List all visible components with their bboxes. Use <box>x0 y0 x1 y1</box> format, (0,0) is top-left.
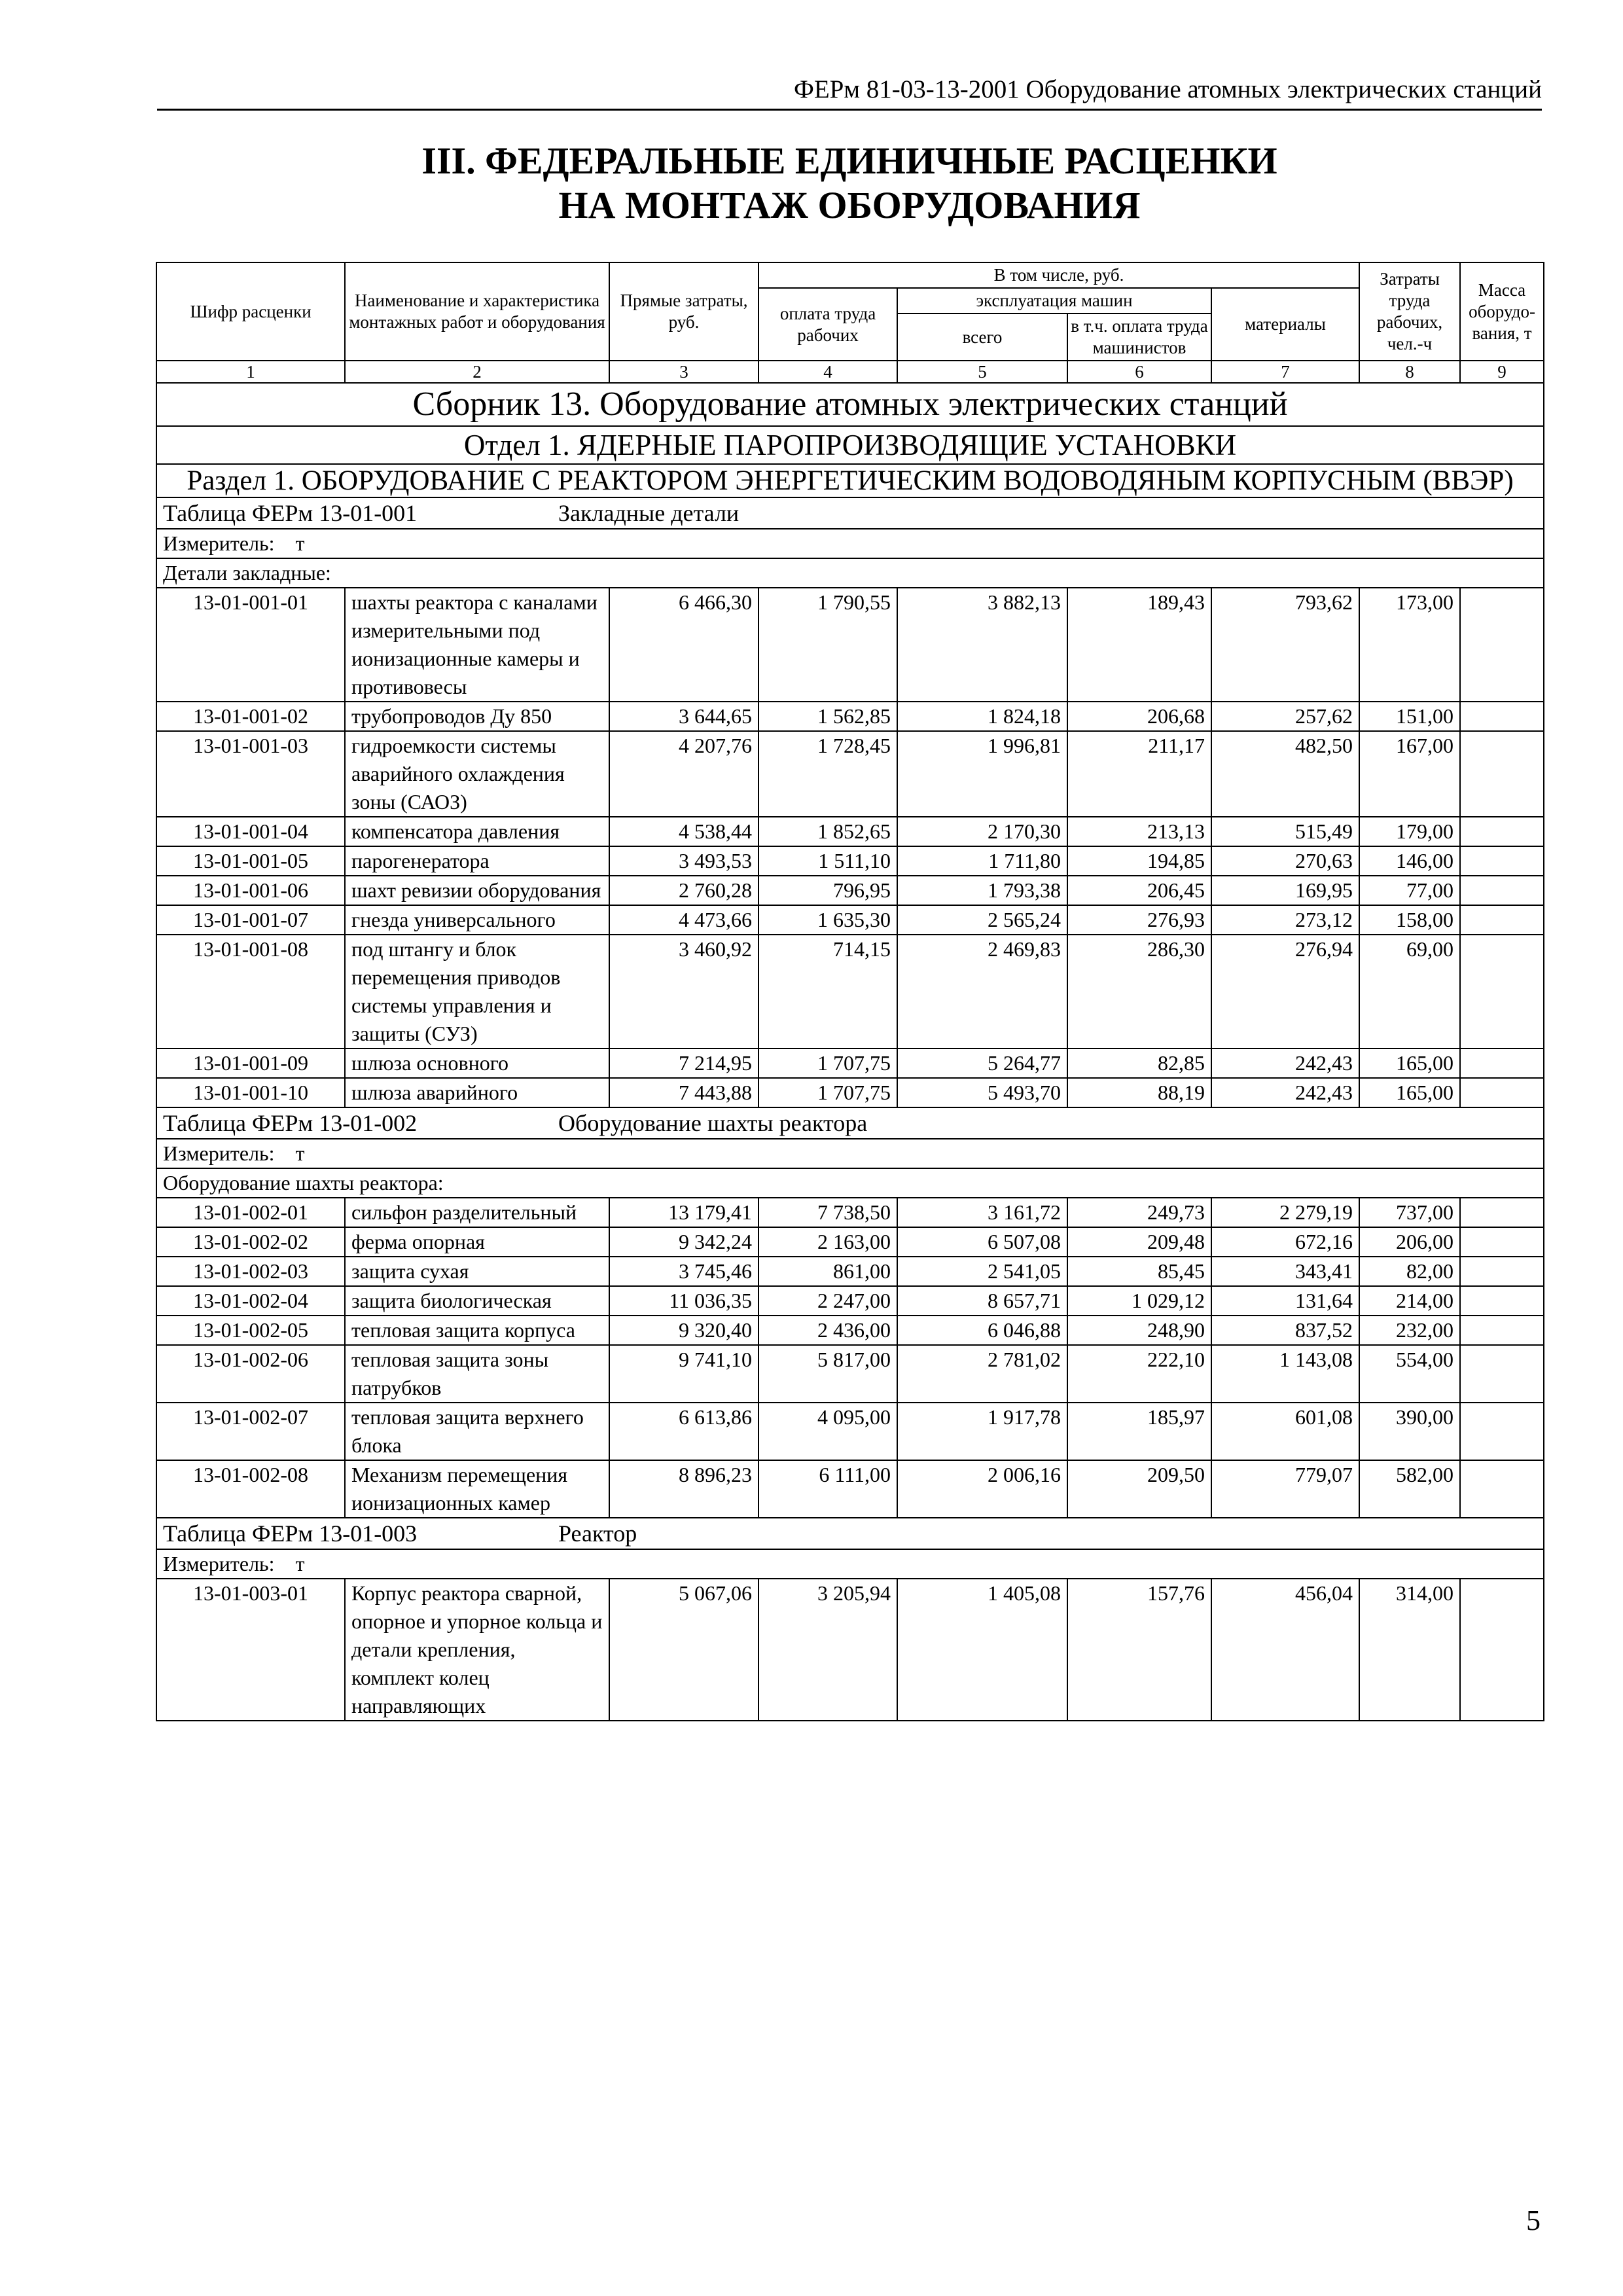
wages: 2 247,00 <box>758 1286 897 1316</box>
table-body <box>156 383 1544 1721</box>
equipment-mass <box>1460 1345 1544 1403</box>
table-row <box>156 876 1544 905</box>
materials: 242,43 <box>1211 1078 1359 1107</box>
labor-costs: 167,00 <box>1359 731 1460 817</box>
table-row <box>156 1198 1544 1227</box>
equipment-mass <box>1460 846 1544 876</box>
equipment-mass <box>1460 1316 1544 1345</box>
direct-costs: 5 067,06 <box>609 1579 758 1721</box>
materials: 515,49 <box>1211 817 1359 846</box>
work-name: шахты реактора с каналами измерительными под ионизационные камеры и противовесы <box>345 588 609 702</box>
group-row <box>156 1168 1544 1198</box>
materials: 601,08 <box>1211 1403 1359 1460</box>
col-num: 1 <box>156 361 345 383</box>
machinist-wages: 157,76 <box>1067 1579 1211 1721</box>
wages: 1 707,75 <box>758 1049 897 1078</box>
page-title-line-2: НА МОНТАЖ ОБОРУДОВАНИЯ <box>558 184 1141 226</box>
machines-total: 1 793,38 <box>897 876 1067 905</box>
equipment-mass <box>1460 1198 1544 1227</box>
labor-costs: 77,00 <box>1359 876 1460 905</box>
work-name: тепловая защита зоны патрубков <box>345 1345 609 1403</box>
table-title: Оборудование шахты реактора <box>558 1110 868 1136</box>
direct-costs: 6 466,30 <box>609 588 758 702</box>
table-title-cell <box>156 1107 1544 1139</box>
table-title-row <box>156 497 1544 529</box>
rate-code: 13-01-002-03 <box>156 1257 345 1286</box>
work-name: шлюза аварийного <box>345 1078 609 1107</box>
rate-code: 13-01-003-01 <box>156 1579 345 1721</box>
department-row <box>156 426 1544 464</box>
materials: 793,62 <box>1211 588 1359 702</box>
collection-row <box>156 383 1544 426</box>
work-name: шлюза основного <box>345 1049 609 1078</box>
labor-costs: 554,00 <box>1359 1345 1460 1403</box>
labor-costs: 165,00 <box>1359 1078 1460 1107</box>
work-name: под штангу и блок перемещения приводов системы управления и защиты (СУЗ) <box>345 935 609 1049</box>
rate-code: 13-01-002-02 <box>156 1227 345 1257</box>
wages: 1 635,30 <box>758 905 897 935</box>
materials: 482,50 <box>1211 731 1359 817</box>
machines-total: 5 264,77 <box>897 1049 1067 1078</box>
rate-code: 13-01-002-07 <box>156 1403 345 1460</box>
equipment-mass <box>1460 1460 1544 1518</box>
work-name: защита биологическая <box>345 1286 609 1316</box>
wages: 3 205,94 <box>758 1579 897 1721</box>
table-row <box>156 1403 1544 1460</box>
direct-costs: 3 460,92 <box>609 935 758 1049</box>
direct-costs: 7 443,88 <box>609 1078 758 1107</box>
machines-total: 2 781,02 <box>897 1345 1067 1403</box>
machines-total: 3 161,72 <box>897 1198 1067 1227</box>
table-row <box>156 1257 1544 1286</box>
machinist-wages: 209,48 <box>1067 1227 1211 1257</box>
running-header-text: ФЕРм 81-03-13-2001 Оборудование атомных электрических станций <box>794 75 1542 103</box>
materials: 257,62 <box>1211 702 1359 731</box>
rate-code: 13-01-001-05 <box>156 846 345 876</box>
col-num: 8 <box>1359 361 1460 383</box>
equipment-mass <box>1460 1286 1544 1316</box>
equipment-mass <box>1460 702 1544 731</box>
col-num: 5 <box>897 361 1067 383</box>
meter-text: Измеритель: т <box>156 529 1544 558</box>
machines-total: 2 541,05 <box>897 1257 1067 1286</box>
machines-total: 3 882,13 <box>897 588 1067 702</box>
page-number: 5 <box>1526 2204 1541 2236</box>
equipment-mass <box>1460 731 1544 817</box>
collection-title: Сборник 13. Оборудование атомных электрических станций <box>156 383 1544 426</box>
machines-total: 6 046,88 <box>897 1316 1067 1345</box>
table-title-row <box>156 1107 1544 1139</box>
labor-costs: 82,00 <box>1359 1257 1460 1286</box>
direct-costs: 9 342,24 <box>609 1227 758 1257</box>
machinist-wages: 276,93 <box>1067 905 1211 935</box>
col-num: 6 <box>1067 361 1211 383</box>
machinist-wages: 213,13 <box>1067 817 1211 846</box>
materials: 2 279,19 <box>1211 1198 1359 1227</box>
machines-total: 1 824,18 <box>897 702 1067 731</box>
table-row <box>156 1227 1544 1257</box>
table-code: Таблица ФЕРм 13-01-003 <box>163 1520 418 1547</box>
equipment-mass <box>1460 1403 1544 1460</box>
machines-total: 1 405,08 <box>897 1579 1067 1721</box>
direct-costs: 3 745,46 <box>609 1257 758 1286</box>
work-name: шахт ревизии оборудования <box>345 876 609 905</box>
equipment-mass <box>1460 1227 1544 1257</box>
direct-costs: 4 473,66 <box>609 905 758 935</box>
rate-code: 13-01-002-05 <box>156 1316 345 1345</box>
table-title-cell <box>156 1518 1544 1549</box>
equipment-mass <box>1460 905 1544 935</box>
materials: 169,95 <box>1211 876 1359 905</box>
machines-total: 1 996,81 <box>897 731 1067 817</box>
table-title: Реактор <box>558 1520 637 1547</box>
table-row <box>156 1049 1544 1078</box>
materials: 779,07 <box>1211 1460 1359 1518</box>
labor-costs: 206,00 <box>1359 1227 1460 1257</box>
materials: 270,63 <box>1211 846 1359 876</box>
header-machinist-wages: в т.ч. оплата труда машинистов <box>1067 314 1211 361</box>
labor-costs: 314,00 <box>1359 1579 1460 1721</box>
work-name: сильфон разделительный <box>345 1198 609 1227</box>
header-code: Шифр расценки <box>156 262 345 361</box>
rate-code: 13-01-001-02 <box>156 702 345 731</box>
meter-row <box>156 1139 1544 1168</box>
labor-costs: 582,00 <box>1359 1460 1460 1518</box>
header-direct-costs: Прямые затраты, руб. <box>609 262 758 361</box>
labor-costs: 151,00 <box>1359 702 1460 731</box>
work-name: Корпус реактора сварной, опорное и упорное кольца и детали крепления, комплект колец направляющих <box>345 1579 609 1721</box>
wages: 2 163,00 <box>758 1227 897 1257</box>
meter-row <box>156 1549 1544 1579</box>
materials: 131,64 <box>1211 1286 1359 1316</box>
labor-costs: 146,00 <box>1359 846 1460 876</box>
column-numbers-row <box>156 361 1544 383</box>
rate-code: 13-01-001-07 <box>156 905 345 935</box>
rate-code: 13-01-001-10 <box>156 1078 345 1107</box>
col-num: 3 <box>609 361 758 383</box>
equipment-mass <box>1460 935 1544 1049</box>
rate-code: 13-01-002-01 <box>156 1198 345 1227</box>
rate-code: 13-01-001-04 <box>156 817 345 846</box>
labor-costs: 173,00 <box>1359 588 1460 702</box>
machinist-wages: 1 029,12 <box>1067 1286 1211 1316</box>
direct-costs: 3 493,53 <box>609 846 758 876</box>
machinist-wages: 249,73 <box>1067 1198 1211 1227</box>
table-title-cell <box>156 497 1544 529</box>
table-code: Таблица ФЕРм 13-01-001 <box>163 500 418 526</box>
wages: 714,15 <box>758 935 897 1049</box>
header-mass: Масса оборудо-вания, т <box>1460 262 1544 361</box>
work-name: компенсатора давления <box>345 817 609 846</box>
table-row <box>156 1078 1544 1107</box>
machinist-wages: 82,85 <box>1067 1049 1211 1078</box>
table-row <box>156 588 1544 702</box>
machinist-wages: 189,43 <box>1067 588 1211 702</box>
direct-costs: 4 538,44 <box>609 817 758 846</box>
rate-code: 13-01-001-06 <box>156 876 345 905</box>
table-title: Закладные детали <box>558 500 740 526</box>
materials: 1 143,08 <box>1211 1345 1359 1403</box>
table-row <box>156 731 1544 817</box>
meter-text: Измеритель: т <box>156 1549 1544 1579</box>
materials: 837,52 <box>1211 1316 1359 1345</box>
wages: 2 436,00 <box>758 1316 897 1345</box>
table-row <box>156 935 1544 1049</box>
direct-costs: 8 896,23 <box>609 1460 758 1518</box>
direct-costs: 4 207,76 <box>609 731 758 817</box>
wages: 1 852,65 <box>758 817 897 846</box>
equipment-mass <box>1460 1078 1544 1107</box>
wages: 4 095,00 <box>758 1403 897 1460</box>
labor-costs: 737,00 <box>1359 1198 1460 1227</box>
machines-total: 8 657,71 <box>897 1286 1067 1316</box>
machinist-wages: 211,17 <box>1067 731 1211 817</box>
wages: 7 738,50 <box>758 1198 897 1227</box>
machinist-wages: 88,19 <box>1067 1078 1211 1107</box>
wages: 1 511,10 <box>758 846 897 876</box>
direct-costs: 9 320,40 <box>609 1316 758 1345</box>
machinist-wages: 248,90 <box>1067 1316 1211 1345</box>
labor-costs: 69,00 <box>1359 935 1460 1049</box>
col-num: 9 <box>1460 361 1544 383</box>
meter-text: Измеритель: т <box>156 1139 1544 1168</box>
equipment-mass <box>1460 1049 1544 1078</box>
rate-code: 13-01-002-04 <box>156 1286 345 1316</box>
equipment-mass <box>1460 1257 1544 1286</box>
rate-code: 13-01-001-01 <box>156 588 345 702</box>
rate-code: 13-01-001-08 <box>156 935 345 1049</box>
work-name: защита сухая <box>345 1257 609 1286</box>
materials: 456,04 <box>1211 1579 1359 1721</box>
labor-costs: 232,00 <box>1359 1316 1460 1345</box>
wages: 1 790,55 <box>758 588 897 702</box>
table-row <box>156 1286 1544 1316</box>
machines-total: 2 170,30 <box>897 817 1067 846</box>
labor-costs: 158,00 <box>1359 905 1460 935</box>
machines-total: 2 006,16 <box>897 1460 1067 1518</box>
wages: 6 111,00 <box>758 1460 897 1518</box>
group-text: Детали закладные: <box>156 558 1544 588</box>
section-row <box>156 464 1544 497</box>
machines-total: 1 711,80 <box>897 846 1067 876</box>
table-row <box>156 1345 1544 1403</box>
table-title-row <box>156 1518 1544 1549</box>
rate-code: 13-01-002-08 <box>156 1460 345 1518</box>
work-name: парогенератора <box>345 846 609 876</box>
direct-costs: 9 741,10 <box>609 1345 758 1403</box>
page-title-line-1: III. ФЕДЕРАЛЬНЫЕ ЕДИНИЧНЫЕ РАСЦЕНКИ <box>421 139 1277 182</box>
rate-code: 13-01-002-06 <box>156 1345 345 1403</box>
table-code: Таблица ФЕРм 13-01-002 <box>163 1110 418 1136</box>
direct-costs: 13 179,41 <box>609 1198 758 1227</box>
materials: 273,12 <box>1211 905 1359 935</box>
col-num: 2 <box>345 361 609 383</box>
wages: 1 707,75 <box>758 1078 897 1107</box>
meter-row <box>156 529 1544 558</box>
table-row <box>156 846 1544 876</box>
direct-costs: 6 613,86 <box>609 1403 758 1460</box>
col-num: 4 <box>758 361 897 383</box>
materials: 343,41 <box>1211 1257 1359 1286</box>
table-row <box>156 1316 1544 1345</box>
header-labor: Затраты труда рабочих, чел.-ч <box>1359 262 1460 361</box>
direct-costs: 2 760,28 <box>609 876 758 905</box>
wages: 796,95 <box>758 876 897 905</box>
direct-costs: 3 644,65 <box>609 702 758 731</box>
running-header <box>157 73 1542 111</box>
wages: 1 728,45 <box>758 731 897 817</box>
table-row <box>156 702 1544 731</box>
labor-costs: 390,00 <box>1359 1403 1460 1460</box>
machinist-wages: 222,10 <box>1067 1345 1211 1403</box>
machinist-wages: 85,45 <box>1067 1257 1211 1286</box>
machinist-wages: 286,30 <box>1067 935 1211 1049</box>
rate-code: 13-01-001-03 <box>156 731 345 817</box>
table-row <box>156 1579 1544 1721</box>
col-num: 7 <box>1211 361 1359 383</box>
direct-costs: 11 036,35 <box>609 1286 758 1316</box>
machines-total: 2 469,83 <box>897 935 1067 1049</box>
labor-costs: 179,00 <box>1359 817 1460 846</box>
equipment-mass <box>1460 817 1544 846</box>
group-row <box>156 558 1544 588</box>
header-wages: оплата труда рабочих <box>758 288 897 361</box>
section-title: Раздел 1. ОБОРУДОВАНИЕ С РЕАКТОРОМ ЭНЕРГЕТИЧЕСКИМ ВОДОВОДЯНЫМ КОРПУСНЫМ (ВВЭР) <box>156 464 1544 497</box>
labor-costs: 165,00 <box>1359 1049 1460 1078</box>
header-machines: эксплуатация машин <box>897 288 1211 314</box>
rate-code: 13-01-001-09 <box>156 1049 345 1078</box>
work-name: гнезда универсального <box>345 905 609 935</box>
materials: 242,43 <box>1211 1049 1359 1078</box>
work-name: гидроемкости системы аварийного охлаждения зоны (САОЗ) <box>345 731 609 817</box>
direct-costs: 7 214,95 <box>609 1049 758 1078</box>
machinist-wages: 209,50 <box>1067 1460 1211 1518</box>
machines-total: 2 565,24 <box>897 905 1067 935</box>
header-machines-total: всего <box>897 314 1067 361</box>
wages: 1 562,85 <box>758 702 897 731</box>
machinist-wages: 206,45 <box>1067 876 1211 905</box>
machinist-wages: 185,97 <box>1067 1403 1211 1460</box>
header-including: В том числе, руб. <box>758 262 1359 288</box>
work-name: тепловая защита верхнего блока <box>345 1403 609 1460</box>
machinist-wages: 206,68 <box>1067 702 1211 731</box>
equipment-mass <box>1460 588 1544 702</box>
header-name: Наименование и характеристика монтажных работ и оборудования <box>345 262 609 361</box>
machines-total: 5 493,70 <box>897 1078 1067 1107</box>
work-name: трубопроводов Ду 850 <box>345 702 609 731</box>
page-title <box>157 139 1542 228</box>
work-name: ферма опорная <box>345 1227 609 1257</box>
header-materials: материалы <box>1211 288 1359 361</box>
table-header <box>156 262 1544 383</box>
table-row <box>156 1460 1544 1518</box>
wages: 5 817,00 <box>758 1345 897 1403</box>
equipment-mass <box>1460 1579 1544 1721</box>
materials: 276,94 <box>1211 935 1359 1049</box>
machines-total: 1 917,78 <box>897 1403 1067 1460</box>
rates-table <box>156 262 1544 1721</box>
materials: 672,16 <box>1211 1227 1359 1257</box>
work-name: тепловая защита корпуса <box>345 1316 609 1345</box>
table-row <box>156 817 1544 846</box>
work-name: Механизм перемещения ионизационных камер <box>345 1460 609 1518</box>
labor-costs: 214,00 <box>1359 1286 1460 1316</box>
machines-total: 6 507,08 <box>897 1227 1067 1257</box>
equipment-mass <box>1460 876 1544 905</box>
machinist-wages: 194,85 <box>1067 846 1211 876</box>
table-row <box>156 905 1544 935</box>
group-text: Оборудование шахты реактора: <box>156 1168 1544 1198</box>
wages: 861,00 <box>758 1257 897 1286</box>
department-title: Отдел 1. ЯДЕРНЫЕ ПАРОПРОИЗВОДЯЩИЕ УСТАНОВКИ <box>156 426 1544 464</box>
